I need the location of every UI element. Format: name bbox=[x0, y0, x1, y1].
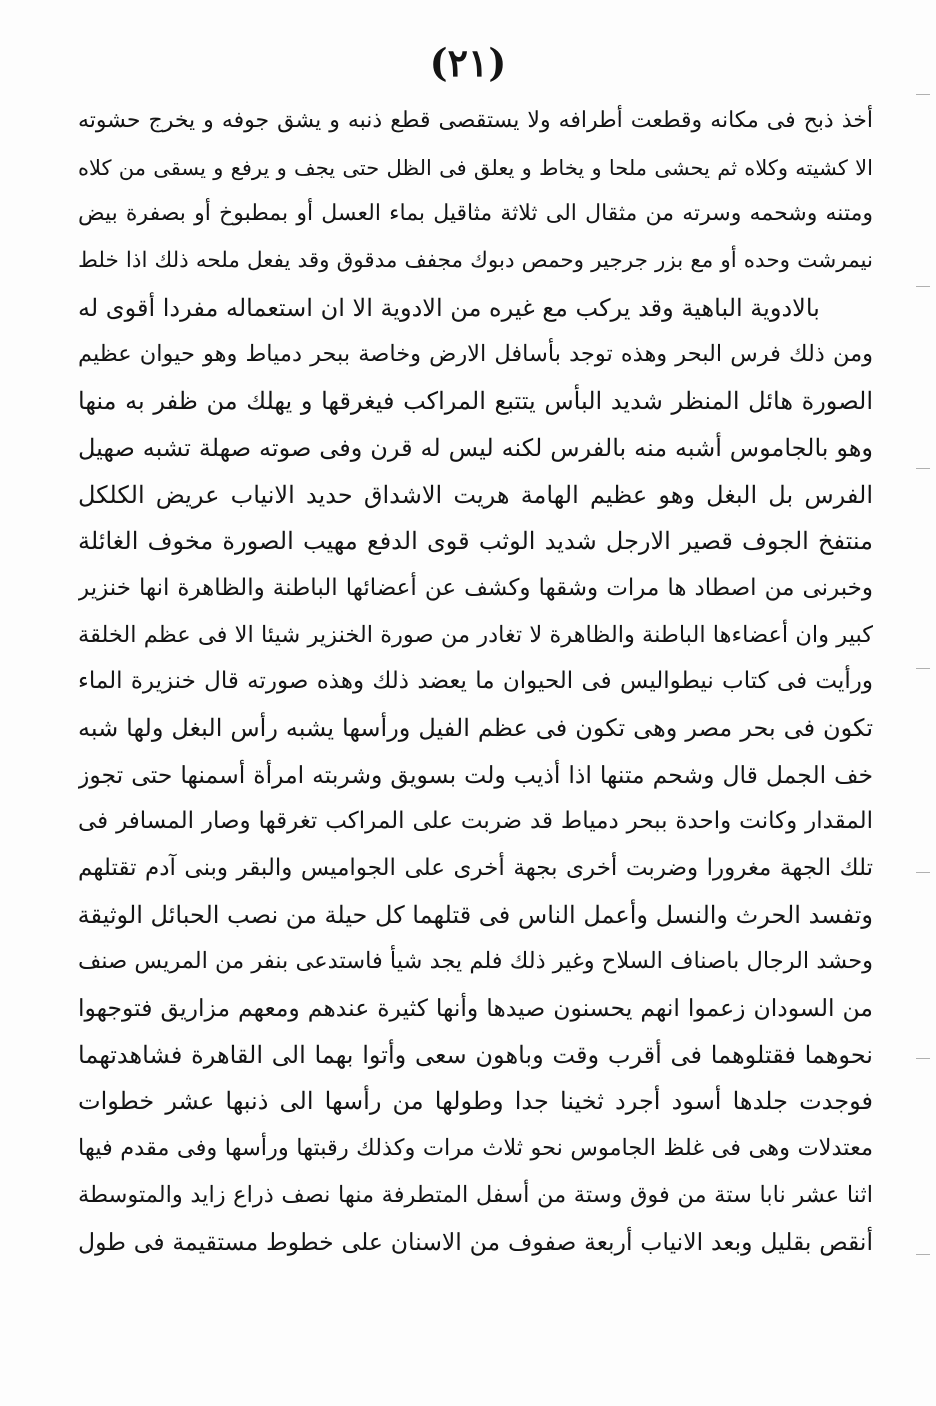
text-line: من السودان زعموا انهم يحسنون صيدها وأنها كثيرة عندهم ومعهم مزاريق فتوجهوا bbox=[78, 994, 873, 1023]
text-line: الفرس بل البغل وهو عظيم الهامة هريت الاشداق حديد الانياب عريض الكلكل bbox=[78, 480, 873, 509]
text-line: نحوهما فقتلوهما فى أقرب وقت وباهون سعى وأتوا بهما الى القاهرة فشاهدتهما bbox=[78, 1040, 873, 1069]
text-line: خف الجمل قال وشحم متنها اذا أذيب ولت بسويق وشربته امرأة أسمنها حتى تجوز bbox=[78, 760, 873, 789]
margin-mark bbox=[916, 94, 930, 95]
text-line: كبير وان أعضاءها الباطنة والظاهرة لا تغادر من صورة الخنزير شيئا الا فى عظم الخلقة bbox=[78, 621, 873, 648]
text-line: أنقص بقليل وبعد الانياب أربعة صفوف من الاسنان على خطوط مستقيمة فى طول bbox=[78, 1227, 873, 1256]
margin-mark bbox=[916, 668, 930, 669]
margin-mark bbox=[916, 1254, 930, 1255]
text-line: تكون فى بحر مصر وهى تكون فى عظم الفيل ورأسها يشبه رأس البغل ولها شبه bbox=[78, 713, 873, 742]
text-line: ومتنه وشحمه وسرته من مثقال الى ثلاثة مثاقيل بماء العسل أو بمطبوخ أو بصفرة بيض bbox=[78, 201, 873, 227]
text-line: المقدار وكانت واحدة ببحر دمياط قد ضربت على المراكب تغرقها وصار المسافر فى bbox=[78, 808, 873, 835]
text-line: وحشد الرجال باصناف السلاح وغير ذلك فلم يجد شيأ فاستدعى بنفر من المريس صنف bbox=[78, 948, 873, 975]
text-line: تلك الجهة مغرورا وضربت أخرى بجهة أخرى على الجواميس والبقر وبنى آدم تقتلهم bbox=[78, 855, 873, 881]
body-text bbox=[78, 98, 873, 1265]
page-number: (٢١) bbox=[429, 40, 507, 85]
text-line: وتفسد الحرث والنسل وأعمل الناس فى قتلهما كل حيلة من نصب الحبائل الوثيقة bbox=[78, 900, 873, 929]
text-line: منتفخ الجوف قصير الارجل شديد الوثب قوى الدفع مهيب الصورة مخوف الغائلة bbox=[78, 527, 873, 556]
text-line: بالادوية الباهية وقد يركب مع غيره من الادوية الا ان استعماله مفردا أقوى له bbox=[78, 293, 820, 322]
margin-mark bbox=[916, 872, 930, 873]
text-line: وهو بالجاموس أشبه منه بالفرس لكنه ليس له قرن وفى صوته صهلة تشبه صهيل bbox=[78, 433, 873, 462]
text-line: فوجدت جلدها أسود أجرد ثخينا جدا وطولها من رأسها الى ذنبها عشر خطوات bbox=[78, 1087, 873, 1116]
margin-mark bbox=[916, 286, 930, 287]
text-line: نيمرشت وحده أو مع بزر جرجير وحمص دبوك مجفف مدقوق وقد يفعل ملحه ذلك اذا خلط bbox=[78, 248, 873, 274]
text-line: اثنا عشر نابا ستة من فوق وستة من أسفل المتطرفة منها نصف ذراع زايد والمتوسطة bbox=[78, 1181, 873, 1208]
text-line: ورأيت فى كتاب نيطواليس فى الحيوان ما يعضد ذلك وهذه صورته قال خنزيرة الماء bbox=[78, 668, 873, 695]
text-line: أخذ ذبح فى مكانه وقطعت أطرافه ولا يستقصى قطع ذنبه و يشق جوفه و يخرج حشوته bbox=[78, 108, 873, 133]
margin-mark bbox=[916, 468, 930, 469]
text-line: معتدلات وهى فى غلظ الجاموس نحو ثلاث مرات وكذلك رقبتها ورأسها وفى مقدم فيها bbox=[78, 1135, 873, 1162]
text-line: ومن ذلك فرس البحر وهذه توجد بأسافل الارض وخاصة ببحر دمياط وهو حيوان عظيم bbox=[78, 341, 873, 368]
text-line: وخبرنى من اصطاد ها مرات وشقها وكشف عن أعضائها الباطنة والظاهرة انها خنزير bbox=[78, 574, 873, 601]
margin-mark bbox=[916, 1058, 930, 1059]
text-line: الا كشيته وكلاه ثم يحشى ملحا و يخاط و يعلق فى الظل حتى يجف و يرفع و يسقى من كلاه bbox=[78, 155, 873, 180]
text-line: الصورة هائل المنظر شديد البأس يتتبع المراكب فيغرقها و يهلك من ظفر به منها bbox=[78, 387, 873, 416]
